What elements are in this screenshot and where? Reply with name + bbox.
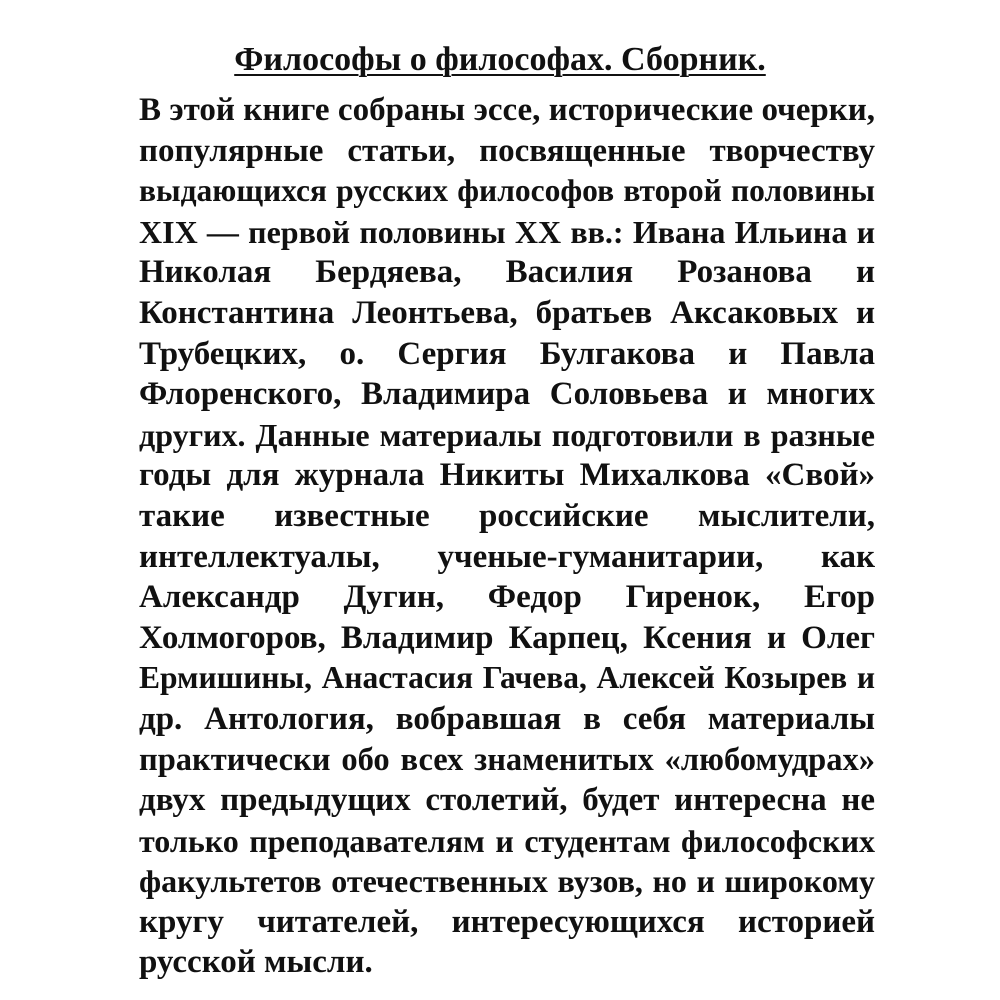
body-line: только преподавателям и студентам философских [139, 822, 875, 859]
body-line: Константина Леонтьева, братьев Аксаковых и [139, 294, 875, 331]
body-line: кругу читателей, интересующихся историей [139, 903, 875, 940]
body-line: выдающихся русских философов второй половины [139, 173, 875, 209]
body-line: Николая Бердяева, Василия Розанова и [139, 254, 875, 291]
body-line: факультетов отечественных вузов, но и широкому [139, 863, 875, 900]
body-line: двух предыдущих столетий, будет интересна не [139, 782, 875, 819]
document-title: Философы о философах. Сборник. [234, 41, 766, 78]
body-line: интеллектуалы, ученые-гуманитарии, как [139, 538, 875, 575]
body-line: годы для журнала Никиты Михалкова «Свой» [139, 457, 875, 494]
body-line: практически обо всех знаменитых «любомудрах» [139, 741, 875, 778]
body-line: Ермишины, Анастасия Гачева, Алексей Козырев и [139, 660, 875, 696]
body-line: Трубецких, о. Сергия Булгакова и Павла [139, 335, 875, 372]
body-line: В этой книге собраны эссе, исторические очерки, [139, 92, 875, 128]
document-body [139, 90, 875, 983]
body-line: Холмогоров, Владимир Карпец, Ксения и Олег [139, 619, 875, 656]
body-line: XIX — первой половины XX вв.: Ивана Ильина и [139, 213, 875, 250]
body-line: других. Данные материалы подготовили в разные [139, 416, 875, 453]
body-line: Флоренского, Владимира Соловьева и многих [139, 376, 875, 413]
body-line: др. Антология, вобравшая в себя материалы [139, 700, 875, 737]
body-line: такие известные российские мыслители, [139, 497, 875, 534]
body-line: Александр Дугин, Федор Гиренок, Егор [139, 579, 875, 616]
body-line: популярные статьи, посвященные творчеству [139, 132, 875, 169]
body-line: русской мысли. [139, 944, 373, 981]
